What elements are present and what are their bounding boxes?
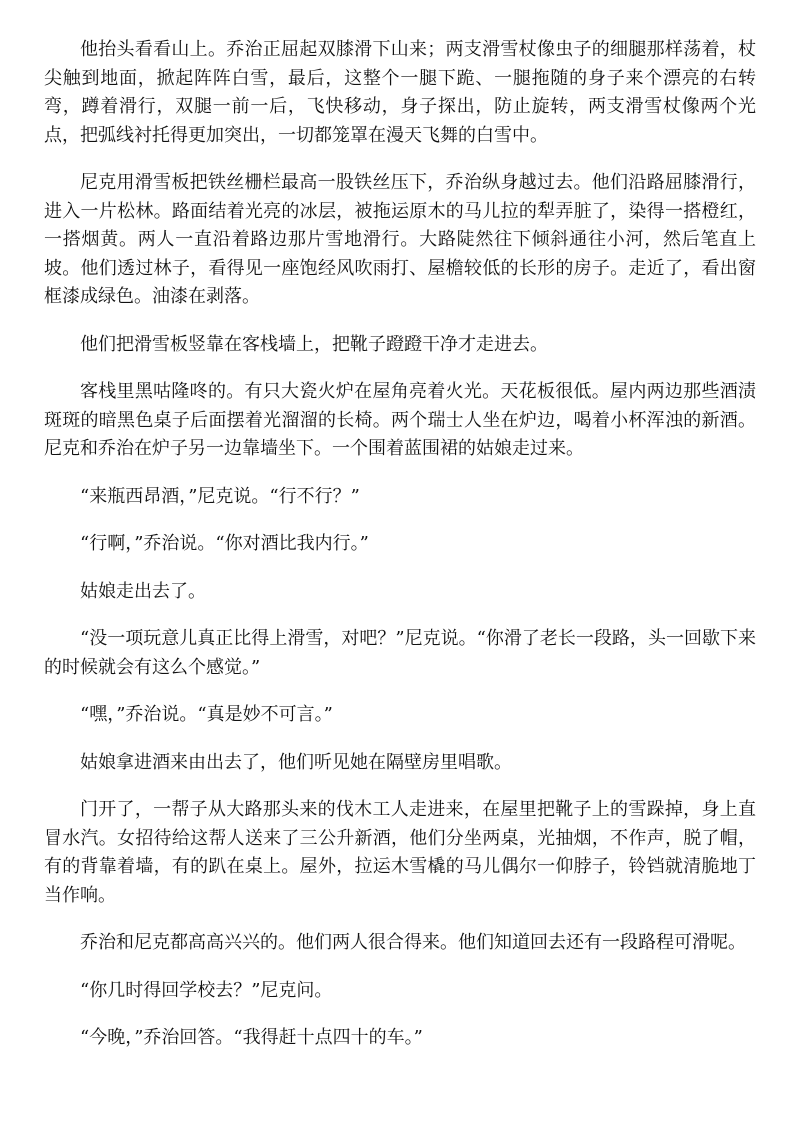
paragraph-11: 门开了，一帮子从大路那头来的伐木工人走进来，在屋里把靴子上的雪跺掉，身上直冒水汽。女招待给这帮人送来了三公升新酒，他们分坐两桌，光抽烟，不作声，脱了帽，有的背靠着墙，有的趴在桌上。屋外，拉运木雪橇的马儿偶尔一仰脖子，铃铛就清脆地丁当作响。: [44, 799, 756, 906]
paragraph-1: 他抬头看看山上。乔治正屈起双膝滑下山来；两支滑雪杖像虫子的细腿那样荡着，杖尖触到地面，掀起阵阵白雪，最后，这整个一腿下跪、一腿拖随的身子来个漂亮的右转弯，蹲着滑行，双腿一前一后，飞快移动，身子探出，防止旋转，两支滑雪杖像两个光点，把弧线衬托得更加突出，一切都笼罩在漫天飞舞的白雪中。: [44, 39, 756, 146]
paragraph-5: “来瓶西昂酒，”尼克说。“行不行？”: [80, 485, 360, 507]
paragraph-9: “嘿，”乔治说。“真是妙不可言。”: [80, 704, 333, 725]
paragraph-6: “行啊，”乔治说。“你对酒比我内行。”: [80, 533, 369, 554]
paragraph-10: 姑娘拿进酒来由出去了，他们听见她在隔壁房里唱歌。: [80, 751, 512, 773]
paragraph-12: 乔治和尼克都高高兴兴的。他们两人很合得来。他们知道回去还有一段路程可滑呢。: [80, 932, 746, 953]
paragraph-2: 尼克用滑雪板把铁丝栅栏最高一股铁丝压下，乔治纵身越过去。他们沿路屈膝滑行，进入一片松林。路面结着光亮的冰层，被拖运原木的马儿拉的犁弄脏了，染得一搭橙红，一搭烟黄。两人一直沿着路边那片雪地滑行。大路陡然往下倾斜通往小河，然后笔直上坡。他们透过林子，看得见一座饱经风吹雨打、屋檐较低的长形的房子。走近了，看出窗框漆成绿色。油漆在剥落。: [44, 172, 756, 307]
paragraph-13: “你几时得回学校去？”尼克问。: [80, 979, 333, 1001]
document-page: [44, 36, 756, 1053]
paragraph-3: 他们把滑雪板竖靠在客栈墙上，把靴子蹬蹬干净才走进去。: [80, 333, 548, 355]
paragraph-4: 客栈里黑咕隆咚的。有只大瓷火炉在屋角亮着火光。天花板很低。屋内两边那些酒渍斑斑的暗黑色桌子后面摆着光溜溜的长椅。两个瑞士人坐在炉边，喝着小杯浑浊的新酒。尼克和乔治在炉子另一边靠墙坐下。一个围着蓝围裙的姑娘走过来。: [44, 381, 756, 459]
paragraph-8: “没一项玩意儿真正比得上滑雪，对吧？”尼克说。“你滑了老长一段路，头一回歇下来的时候就会有这么个感觉。”: [44, 628, 756, 678]
paragraph-7: 姑娘走出去了。: [80, 580, 206, 602]
paragraph-14: “今晚，”乔治回答。“我得赶十点四十的车。”: [80, 1027, 423, 1048]
